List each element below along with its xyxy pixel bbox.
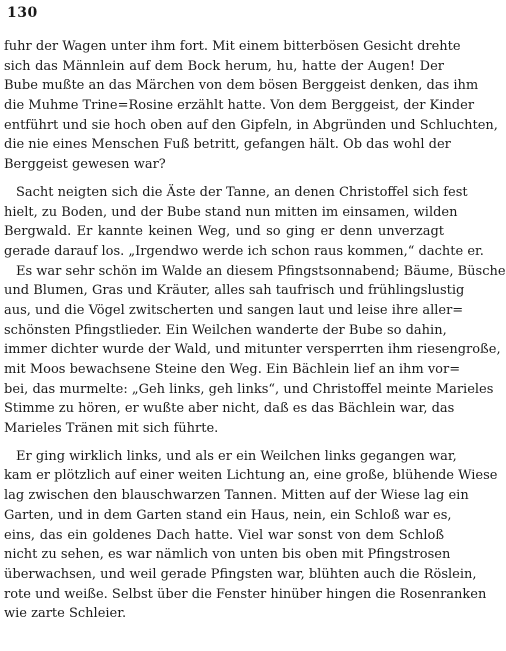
paragraph-3	[4, 262, 506, 439]
paragraph-4	[4, 447, 498, 624]
text-line: fuhr der Wagen unter ihm fort. Mit einem bitterbösen Gesicht drehte	[4, 39, 461, 54]
text-line: Bube mußte an das Märchen von dem bösen Berggeist denken, das ihm	[4, 78, 479, 94]
text-line: wie zarte Schleier.	[4, 606, 127, 622]
text-line: eins, das ein goldenes Dach hatte. Viel war sonst von dem Schloß	[4, 527, 444, 543]
text-line: die nie eines Menschen Fuß betritt, gefangen hält. Ob das wohl der	[4, 137, 451, 153]
text-line: Bergwald. Er kannte keinen Weg, und so ging er denn unverzagt	[4, 224, 444, 240]
text-line: sich das Männlein auf dem Bock herum, hu, hatte der Augen! Der	[4, 58, 444, 74]
text-line: Es war sehr schön im Walde an diesem Pfingstsonnabend; Bäume, Büsche	[16, 263, 506, 279]
text-line: bei, das murmelte: „Geh links, geh links“, und Christoffel meinte Marieles	[4, 381, 494, 397]
paragraph-1	[4, 37, 498, 175]
text-line: überwachsen, und weil gerade Pfingsten war, blühten auch die Röslein,	[4, 566, 477, 582]
text-line: Berggeist gewesen war?	[4, 157, 166, 173]
text-line: lag zwischen den blauschwarzen Tannen. Mitten auf der Wiese lag ein	[4, 488, 469, 504]
text-line: Stimme zu hören, er wußte aber nicht, daß es das Bächlein war, das	[4, 401, 455, 417]
text-line: Garten, und in dem Garten stand ein Haus, nein, ein Schloß war es,	[4, 507, 452, 523]
page-number: 130	[7, 5, 38, 21]
text-line: entführt und sie hoch oben auf den Gipfeln, in Abgründen und Schluchten,	[4, 117, 498, 133]
text-line: schönsten Pfingstlieder. Ein Weilchen wanderte der Bube so dahin,	[4, 322, 447, 338]
text-line: die Muhme Trine=Rosine erzählt hatte. Von dem Berggeist, der Kinder	[4, 98, 475, 114]
text-line: Sacht neigten sich die Äste der Tanne, an denen Christoffel sich fest	[16, 184, 468, 200]
text-line: gerade darauf los. „Irgendwo werde ich schon raus kommen,“ dachte er.	[4, 243, 484, 259]
text-line: mit Moos bewachsene Steine den Weg. Ein Bächlein lief an ihm vor=	[4, 362, 461, 377]
text-line: Er ging wirklich links, und als er ein Weilchen links gegangen war,	[16, 448, 457, 464]
paragraph-2	[4, 183, 484, 262]
text-line: und Blumen, Gras und Kräuter, alles sah taufrisch und frühlingslustig	[4, 283, 465, 299]
text-line: immer dichter wurde der Wald, und mitunter versperrten ihm riesengroße,	[4, 342, 501, 358]
text-line: hielt, zu Boden, und der Bube stand nun mitten im einsamen, wilden	[4, 204, 458, 220]
body-text	[4, 37, 506, 624]
text-line: nicht zu sehen, es war nämlich von unten bis oben mit Pfingstrosen	[4, 547, 451, 563]
text-line: rote und weiße. Selbst über die Fenster hinüber hingen die Rosenranken	[4, 586, 487, 602]
text-line: Marieles Tränen mit sich führte.	[4, 421, 219, 437]
text-line: kam er plötzlich auf einer weiten Lichtung an, eine große, blühende Wiese	[4, 468, 498, 484]
text-line: aus, und die Vögel zwitscherten und sangen laut und leise ihre aller=	[4, 302, 464, 318]
